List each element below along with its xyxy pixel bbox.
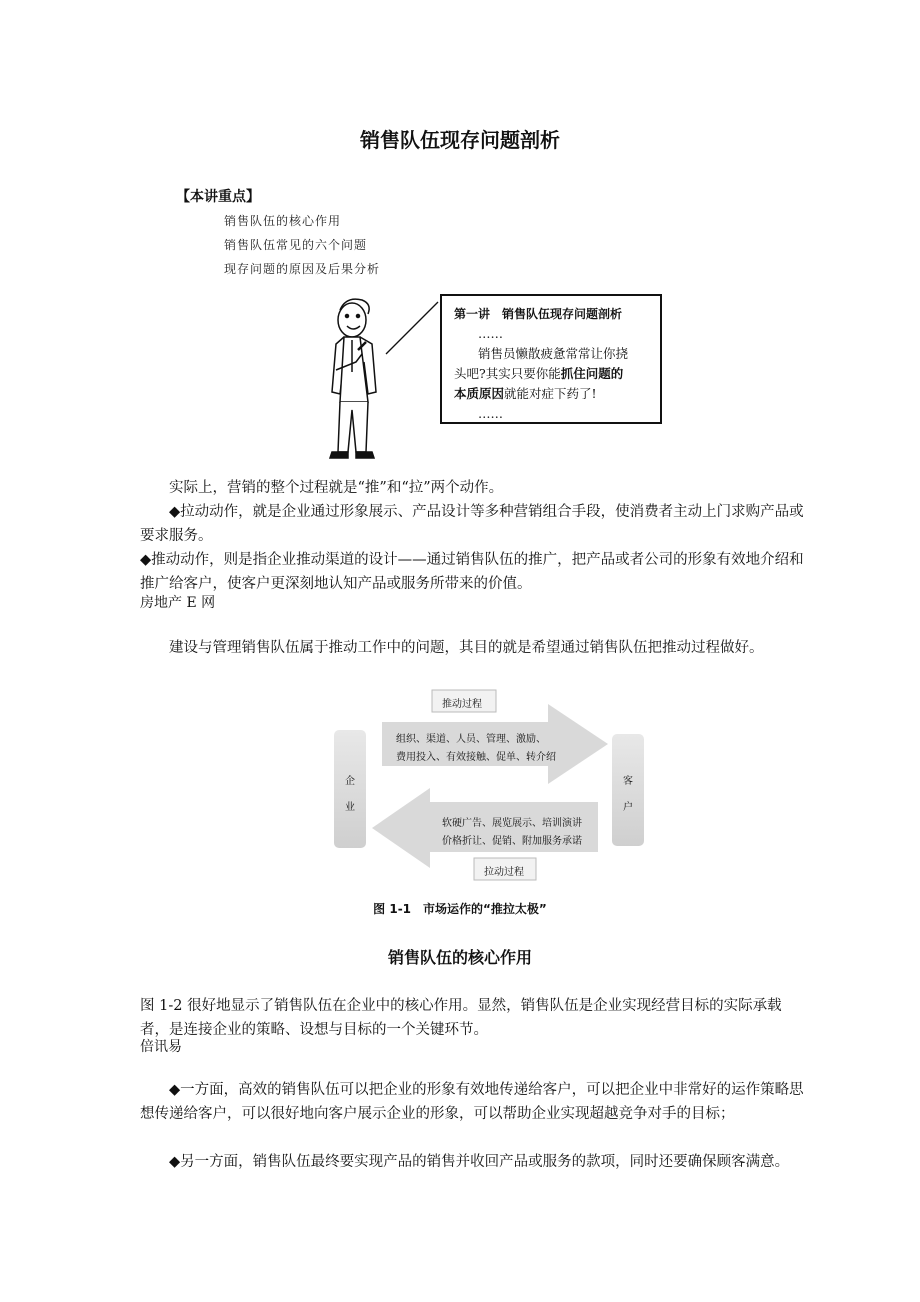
paragraph: 图 1-2 很好地显示了销售队伍在企业中的核心作用。显然，销售队伍是企业实现经营目标的实际承载者，是连接企业的策略、设想与目标的一个关键环节。 [140, 998, 782, 1038]
enterprise-label: 业 [345, 802, 355, 813]
pull-items: 软硬广告、展览展示、培训演讲 [442, 818, 582, 829]
enterprise-block [334, 730, 366, 848]
paragraph: ◆推动动作，则是指企业推动渠道的设计——通过销售队伍的推广，把产品或者公司的形象有效地介绍和推广给客户，使客户更深刻地认知产品或服务所带来的价值。 [140, 552, 804, 592]
speech-line: 头吧?其实只要你能抓住问题的 [454, 366, 624, 381]
section-heading: 销售队伍的核心作用 [387, 948, 532, 967]
speech-line: 销售员懒散疲惫常常让你挠 [478, 346, 629, 361]
push-items: 费用投入、有效接触、促单、转介绍 [396, 752, 556, 763]
paragraph: 实际上，营销的整个过程就是“推”和“拉”两个动作。 [169, 480, 504, 496]
key-point: 销售队伍的核心作用 [224, 214, 342, 228]
speech-line: 本质原因就能对症下药了! [454, 386, 597, 401]
paragraph: 建设与管理销售队伍属于推动工作中的问题，其目的就是希望通过销售队伍把推动过程做好。 [169, 640, 764, 656]
diagram-shapes [330, 688, 650, 884]
speech-ellipsis: …… [478, 406, 503, 421]
push-items: 组织、渠道、人员、管理、激励、 [396, 734, 546, 745]
watermark-text: 房地产 E 网 [140, 595, 216, 611]
presenter-illustration [300, 292, 450, 464]
page-title: 销售队伍现存问题剖析 [360, 128, 560, 152]
enterprise-label: 企 [345, 776, 355, 787]
push-pull-diagram [330, 688, 650, 884]
paragraph: ◆拉动动作，就是企业通过形象展示、产品设计等多种营销组合手段，使消费者主动上门求购产品或要求服务。 [140, 504, 804, 544]
key-point: 现存问题的原因及后果分析 [224, 262, 381, 276]
speech-ellipsis: …… [478, 326, 503, 341]
key-points-heading: 【本讲重点】 [176, 189, 260, 205]
push-label: 推动过程 [442, 699, 482, 710]
customer-label: 户 [623, 802, 633, 813]
customer-label: 客 [623, 776, 633, 787]
speech-title: 第一讲 销售队伍现存问题剖析 [454, 307, 623, 321]
pull-items: 价格折让、促销、附加服务承诺 [442, 836, 582, 847]
customer-block [612, 734, 644, 846]
key-point: 销售队伍常见的六个问题 [224, 238, 368, 252]
watermark-text: 倍讯易 [140, 1039, 182, 1055]
paragraph: ◆另一方面，销售队伍最终要实现产品的销售并收回产品或服务的款项，同时还要确保顾客满意。 [169, 1154, 790, 1170]
pull-label: 拉动过程 [484, 867, 524, 878]
speech-box [440, 294, 662, 424]
figure-caption: 图 1-1 市场运作的“推拉太极” [373, 902, 547, 916]
paragraph: ◆一方面，高效的销售队伍可以把企业的形象有效地传递给客户，可以把企业中非常好的运作策略思想传递给客户，可以很好地向客户展示企业的形象，可以帮助企业实现超越竞争对手的目标； [140, 1082, 804, 1122]
